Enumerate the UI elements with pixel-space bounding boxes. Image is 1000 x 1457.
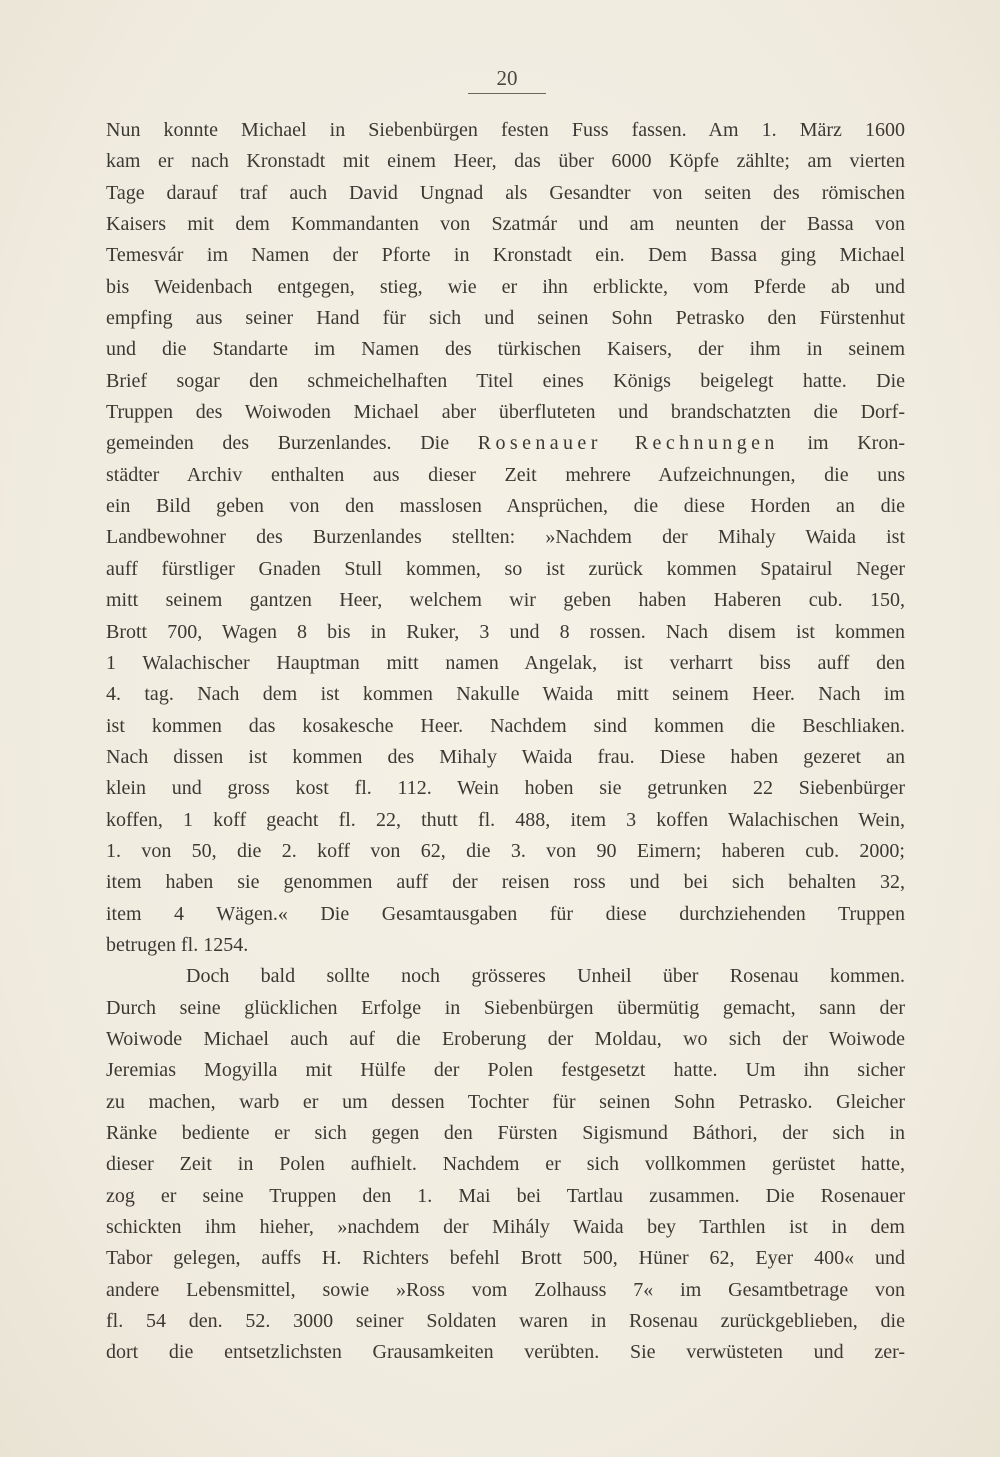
text-line: schickten ihm hieher, »nachdem der Mihály Waida bey Tarthlen ist in dem (106, 1216, 905, 1239)
text-line: fl. 54 den. 52. 3000 seiner Soldaten waren in Rosenau zurückgeblieben, die (106, 1310, 905, 1333)
text-segment: im Kron- (778, 432, 905, 455)
text-line: Jeremias Mogyilla mit Hülfe der Polen festgesetzt hatte. Um ihn sicher (106, 1059, 905, 1082)
text-line: mitt seinem gantzen Heer, welchem wir geben haben Haberen cub. 150, (106, 589, 905, 612)
text-line: Brief sogar den schmeichelhaften Titel eines Königs beigelegt hatte. Die (106, 369, 905, 392)
text-line: städter Archiv enthalten aus dieser Zeit mehrere Aufzeichnungen, die uns (106, 463, 905, 486)
text-line: Truppen des Woiwoden Michael aber überfluteten und brandschatzten die Dorf- (106, 401, 905, 424)
text-line: empfing aus seiner Hand für sich und seinen Sohn Petrasko den Fürstenhut (106, 307, 905, 330)
body-text (106, 115, 905, 1369)
text-line: zog er seine Truppen den 1. Mai bei Tartlau zusammen. Die Rosenauer (106, 1184, 905, 1207)
text-line: Woiwode Michael auch auf die Eroberung der Moldau, wo sich der Woiwode (106, 1027, 905, 1050)
emphasized-title: Rosenauer Rechnungen (477, 432, 779, 455)
text-line: item haben sie genommen auff der reisen ross und bei sich behalten 32, (106, 871, 905, 894)
text-line: dieser Zeit in Polen aufhielt. Nachdem er sich vollkommen gerüstet hatte, (106, 1153, 905, 1176)
text-line: 1 Walachischer Hauptman mitt namen Angelak, ist verharrt biss auff den (106, 651, 905, 674)
page-number: 20 (468, 66, 546, 94)
text-line: andere Lebensmittel, sowie »Ross vom Zolhauss 7« im Gesamtbetrage von (106, 1278, 905, 1301)
text-segment: gemeinden des Burzenlandes. Die (106, 432, 478, 455)
text-line: kam er nach Kronstadt mit einem Heer, das über 6000 Köpfe zählte; am vierten (106, 150, 905, 173)
text-line: Tabor gelegen, auffs H. Richters befehl Brott 500, Hüner 62, Eyer 400« und (106, 1247, 905, 1270)
text-line: ist kommen das kosakesche Heer. Nachdem sind kommen die Beschliaken. (106, 714, 905, 737)
text-line: und die Standarte im Namen des türkischen Kaisers, der ihm in seinem (106, 338, 905, 361)
text-line: auff fürstliger Gnaden Stull kommen, so ist zurück kommen Spatairul Neger (106, 557, 905, 580)
text-line: Landbewohner des Burzenlandes stellten: »Nachdem der Mihaly Waida ist (106, 526, 905, 549)
text-line: item 4 Wägen.« Die Gesamtausgaben für diese durchziehenden Truppen (106, 902, 905, 925)
text-line: Nun konnte Michael in Siebenbürgen festen Fuss fassen. Am 1. März 1600 (106, 119, 905, 141)
text-line: ein Bild geben von den masslosen Ansprüchen, die diese Horden an die (106, 495, 905, 518)
text-line: dort die entsetzlichsten Grausamkeiten verübten. Sie verwüsteten und zer- (106, 1341, 905, 1364)
text-line: Ränke bediente er sich gegen den Fürsten Sigismund Báthori, der sich in (106, 1122, 905, 1144)
text-line: klein und gross kost fl. 112. Wein hoben sie getrunken 22 Siebenbürger (106, 777, 905, 800)
text-line: Tage darauf traf auch David Ungnad als Gesandter von seiten des römischen (106, 181, 905, 204)
text-line: betrugen fl. 1254. (106, 933, 249, 956)
paragraph-start-line: Doch bald sollte noch grösseres Unheil über Rosenau kommen. (186, 965, 905, 988)
text-line: Brott 700, Wagen 8 bis in Ruker, 3 und 8 rossen. Nach disem ist kommen (106, 620, 905, 643)
text-line: zu machen, warb er um dessen Tochter für seinen Sohn Petrasko. Gleicher (106, 1090, 905, 1113)
text-line: bis Weidenbach entgegen, stieg, wie er ihn erblickte, vom Pferde ab und (106, 275, 905, 298)
text-line: koffen, 1 koff geacht fl. 22, thutt fl. 488, item 3 koffen Walachischen Wein, (106, 808, 905, 831)
text-line: Temesvár im Namen der Pforte in Kronstadt ein. Dem Bassa ging Michael (106, 244, 905, 267)
text-line: 4. tag. Nach dem ist kommen Nakulle Waida mitt seinem Heer. Nach im (106, 683, 905, 706)
text-line: Nach dissen ist kommen des Mihaly Waida frau. Diese haben gezeret an (106, 745, 905, 768)
text-line: 1. von 50, die 2. koff von 62, die 3. von 90 Eimern; haberen cub. 2000; (106, 839, 905, 862)
text-line (106, 428, 905, 459)
text-line: Kaisers mit dem Kommandanten von Szatmár und am neunten der Bassa von (106, 213, 905, 236)
text-line: Durch seine glücklichen Erfolge in Siebenbürgen übermütig gemacht, sann der (106, 996, 905, 1019)
